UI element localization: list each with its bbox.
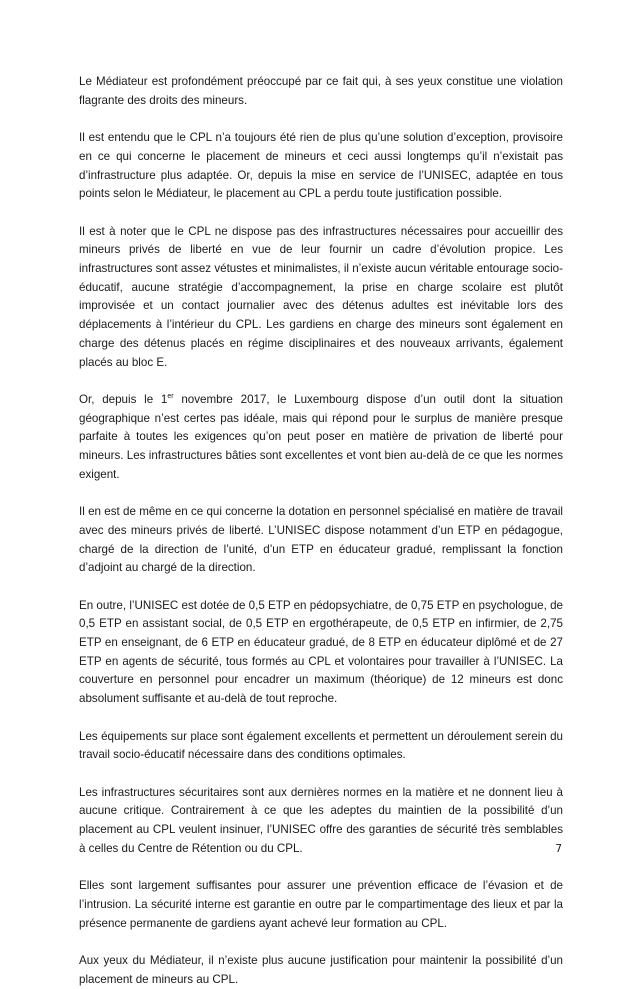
paragraph: Il est à noter que le CPL ne dispose pas des infrastructures nécessaires pour accueillir des mineurs privés de liberté en vue de leur fournir un cadre d’évolution propice. Les infrastructures sont assez vétustes et minimalistes, il n’existe aucun véritable entourage socio-éducatif, aucune stratégie d’accompagnement, la prise en charge scolaire est plutôt improvisée et un contact journalier avec des détenus adultes est inévitable lors des déplacements à l’intérieur du CPL. Les gardiens en charge des mineurs sont également en charge des détenus placés en régime disciplinaires et des nouveaux arrivants, également placés au bloc E. xyxy=(79,224,563,369)
paragraph: Il en est de même en ce qui concerne la dotation en personnel spécialisé en matière de travail avec des mineurs privés de liberté. L’UNISEC dispose notamment d’un ETP en pédagogue, chargé de la direction de l’unité, d’un ETP en éducateur gradué, remplissant la fonction d’adjoint au chargé de la direction. xyxy=(79,505,563,575)
paragraph: En outre, l’UNISEC est dotée de 0,5 ETP en pédopsychiatre, de 0,75 ETP en psychologue, de 0,5 ETP en assistant social, de 0,5 ETP en ergothérapeute, de 0,5 ETP en infirmier, de 2,75 ETP en enseignant, de 6 ETP en éducateur gradué, de 8 ETP en éducateur diplômé et de 27 ETP en agents de sécurité, tous formés au CPL et volontaires pour travailler à l’UNISEC. La couverture en personnel pour encadrer un maximum (théorique) de 12 mineurs est donc absolument suffisante et au-delà de tout reproche. xyxy=(79,598,563,706)
page-number: 7 xyxy=(555,843,562,855)
ordinal-superscript: er xyxy=(167,392,174,400)
paragraph: Les infrastructures sécuritaires sont aux dernières normes en la matière et ne donnent lieu à aucune critique. Contrairement à ce que les adeptes du maintien de la possibilité d’un placement au CPL veulent insinuer, l’UNISEC offre des garanties de sécurité très semblables à celles du Centre de Rétention ou du CPL. xyxy=(79,785,563,855)
paragraph: Aux yeux du Médiateur, il n’existe plus aucune justification pour maintenir la possibilité d’un placement de mineurs au CPL. xyxy=(79,953,563,986)
paragraph: Il est entendu que le CPL n’a toujours été rien de plus qu’une solution d’exception, provisoire en ce qui concerne le placement de mineurs et ceci aussi longtemps qu’il n’existait pas d’infrastructure plus adaptée. Or, depuis la mise en service de l’UNISEC, adaptée en tous points selon le Médiateur, le placement au CPL a perdu toute justification possible. xyxy=(79,131,563,201)
paragraph-date-start: Or, depuis le 1 xyxy=(79,392,168,406)
document-body xyxy=(79,73,563,989)
paragraph: Elles sont largement suffisantes pour assurer une prévention efficace de l’évasion et de l’intrusion. La sécurité interne est garantie en outre par le compartimentage des lieux et par la présence permanente de gardiens ayant achevé leur formation au CPL. xyxy=(79,879,563,930)
paragraph-date xyxy=(79,391,563,485)
paragraph: Les équipements sur place sont également excellents et permettent un déroulement serein du travail socio-éducatif nécessaire dans des conditions optimales. xyxy=(79,729,563,762)
paragraph: Le Médiateur est profondément préoccupé par ce fait qui, à ses yeux constitue une violation flagrante des droits des mineurs. xyxy=(79,75,563,107)
paragraph-date-rest: novembre 2017, le Luxembourg dispose d’un outil dont la situation géographique n’est certes pas idéale, mais qui répond pour le surplus de manière presque parfaite à toutes les exigences qu’on peut poser en matière de privation de liberté pour mineurs. Les infrastructures bâties sont excellentes et vont bien au-delà de ce que les normes exigent. xyxy=(79,392,563,481)
